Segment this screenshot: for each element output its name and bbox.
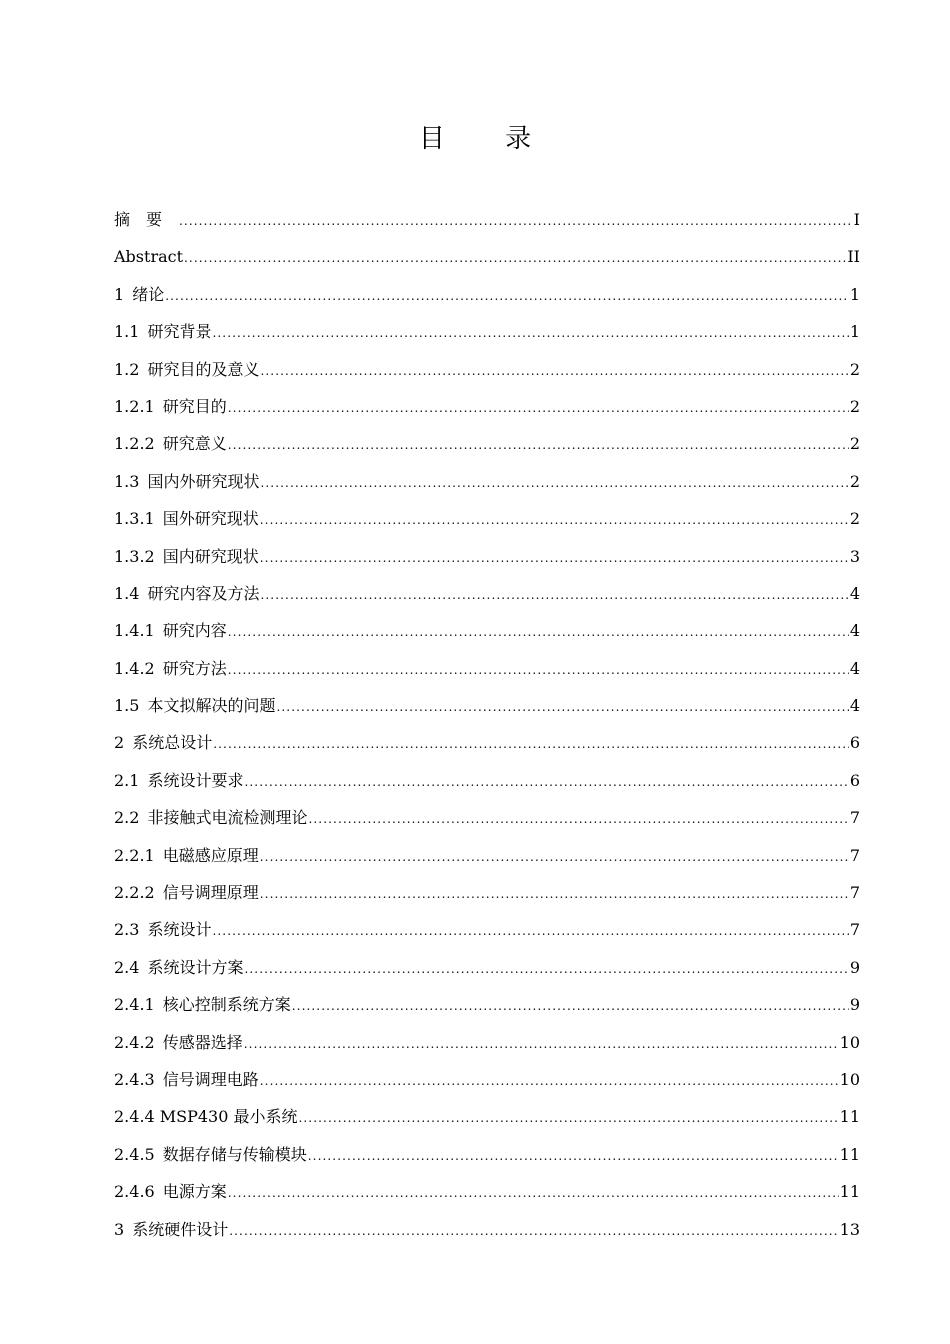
dot-leader: [228, 652, 849, 689]
toc-entry-page-number: 11: [839, 1182, 860, 1202]
toc-entry-label: 系统设计方案: [147, 957, 244, 977]
dot-leader: [292, 988, 849, 1025]
toc-entry-page-number: 2: [849, 434, 860, 454]
dot-leader: [244, 1026, 839, 1063]
toc-entry-label: Abstract: [114, 247, 184, 267]
toc-entry-label: 研究意义: [162, 434, 227, 454]
dot-leader: [228, 390, 849, 427]
dot-leader: [244, 951, 848, 988]
toc-entry-number: 2.4.5: [114, 1144, 155, 1164]
toc-entry-page-number: 13: [839, 1219, 860, 1239]
toc-entry[interactable]: [114, 687, 860, 724]
toc-entry-page-number: II: [847, 247, 860, 267]
page-title: 目 录: [418, 124, 558, 154]
dot-leader: [260, 540, 849, 577]
toc-entry[interactable]: [114, 388, 860, 425]
toc-entry-label: 核心控制系统方案: [162, 995, 291, 1015]
toc-entry-label: 绪论: [132, 284, 165, 304]
dot-leader: [260, 353, 848, 390]
toc-entry[interactable]: [114, 425, 860, 462]
toc-entry[interactable]: [114, 201, 860, 238]
toc-entry-number: 2.4.2: [114, 1032, 155, 1052]
toc-entry-number: 1: [114, 284, 125, 304]
toc-entry-label: 系统设计要求: [147, 770, 244, 790]
toc-entry-number: 1.2.2: [114, 434, 155, 454]
toc-entry-label: 研究内容及方法: [147, 583, 260, 603]
toc-entry-page-number: 2: [849, 396, 860, 416]
dot-leader: [260, 876, 849, 913]
toc-entry-number: 1.3: [114, 471, 140, 491]
dot-leader: [212, 913, 848, 950]
toc-entry[interactable]: [114, 538, 860, 575]
toc-entry-page-number: 4: [849, 621, 860, 641]
toc-entry-page-number: 10: [839, 1069, 860, 1089]
toc-entry[interactable]: [114, 986, 860, 1023]
toc-entry-page-number: 2: [849, 359, 860, 379]
toc-entry[interactable]: [114, 911, 860, 948]
toc-entry-page-number: 7: [849, 883, 860, 903]
toc-entry-label: MSP430 最小系统: [159, 1107, 298, 1127]
toc-entry-label: 研究目的及意义: [147, 359, 260, 379]
dot-leader: [244, 764, 848, 801]
toc-entry[interactable]: [114, 351, 860, 388]
dot-leader: [260, 577, 848, 614]
toc-entry[interactable]: [114, 500, 860, 537]
toc-entry-label: 信号调理电路: [162, 1069, 259, 1089]
toc-entry-page-number: 4: [849, 696, 860, 716]
toc-entry-page-number: 9: [849, 957, 860, 977]
toc-entry-label: 系统硬件设计: [132, 1219, 229, 1239]
toc-entry-number: 1.2.1: [114, 396, 155, 416]
toc-entry-label: 电源方案: [162, 1182, 227, 1202]
toc-entry-page-number: 7: [849, 845, 860, 865]
toc-entry[interactable]: [114, 612, 860, 649]
toc-entry-page-number: 6: [849, 770, 860, 790]
toc-entry-label: 传感器选择: [162, 1032, 243, 1052]
dot-leader: [165, 278, 849, 315]
toc-entry-number: 1.3.2: [114, 546, 155, 566]
dot-leader: [229, 1213, 838, 1250]
toc-entry-page-number: 11: [839, 1144, 860, 1164]
toc-entry[interactable]: [114, 1136, 860, 1173]
toc-entry-page-number: 2: [849, 471, 860, 491]
dot-leader: [212, 315, 848, 352]
dot-leader: [276, 689, 848, 726]
toc-entry[interactable]: [114, 762, 860, 799]
toc-entry[interactable]: [114, 650, 860, 687]
toc-entry[interactable]: [114, 799, 860, 836]
toc-entry-label: 研究内容: [162, 621, 227, 641]
toc-entry-label: 研究目的: [162, 396, 227, 416]
toc-entry[interactable]: [114, 724, 860, 761]
toc-entry-page-number: 1: [849, 322, 860, 342]
toc-entry-page-number: 7: [849, 808, 860, 828]
toc-entry-page-number: 4: [849, 658, 860, 678]
toc-entry[interactable]: [114, 1211, 860, 1248]
toc-entry[interactable]: [114, 238, 860, 275]
toc-entry-number: 2.1: [114, 770, 140, 790]
toc-entry-number: 2.4.4: [114, 1107, 155, 1127]
toc-entry-page-number: 3: [849, 546, 860, 566]
toc-entry-label: 数据存储与传输模块: [162, 1144, 307, 1164]
toc-entry-label: 国外研究现状: [162, 509, 259, 529]
toc-entry[interactable]: [114, 949, 860, 986]
toc-entry[interactable]: [114, 575, 860, 612]
dot-leader: [308, 801, 848, 838]
toc-entry-label: 电磁感应原理: [162, 845, 259, 865]
dot-leader: [184, 240, 846, 277]
dot-leader: [260, 839, 849, 876]
toc-entry-page-number: 9: [849, 995, 860, 1015]
toc-entry-number: 2: [114, 733, 125, 753]
toc-entry-page-number: 6: [849, 733, 860, 753]
toc-entry-page-number: 11: [839, 1107, 860, 1127]
toc-entry-page-number: 10: [839, 1032, 860, 1052]
toc-entry[interactable]: [114, 1061, 860, 1098]
toc-entry-label: 研究背景: [147, 322, 212, 342]
toc-entry-label: 系统设计: [147, 920, 212, 940]
toc-entry-number: 2.4.1: [114, 995, 155, 1015]
toc-entry-number: 3: [114, 1219, 125, 1239]
toc-entry-label: 本文拟解决的问题: [147, 696, 276, 716]
toc-entry-label: 国内研究现状: [162, 546, 259, 566]
toc-entry[interactable]: [114, 276, 860, 313]
toc-entry-number: 2.4.6: [114, 1182, 155, 1202]
toc-entry-number: 2.2.1: [114, 845, 155, 865]
dot-leader: [260, 465, 848, 502]
toc-entry[interactable]: [114, 1098, 860, 1135]
toc-entry-number: 1.4.1: [114, 621, 155, 641]
toc-entry-number: 2.4: [114, 957, 140, 977]
toc-entry-label: 信号调理原理: [162, 883, 259, 903]
toc-entry-page-number: I: [853, 210, 860, 229]
dot-leader: [298, 1100, 838, 1137]
toc-entry-page-number: 4: [849, 583, 860, 603]
toc-entry[interactable]: [114, 837, 860, 874]
dot-leader: [213, 726, 849, 763]
toc-entry-label: 研究方法: [162, 658, 227, 678]
dot-leader: [179, 203, 853, 240]
toc-entry[interactable]: [114, 463, 860, 500]
dot-leader: [228, 614, 849, 651]
toc-entry-number: 2.4.3: [114, 1069, 155, 1089]
toc-entry-number: 1.4.2: [114, 658, 155, 678]
dot-leader: [228, 427, 849, 464]
toc-entry-number: 2.3: [114, 920, 140, 940]
toc-entry-page-number: 1: [849, 284, 860, 304]
dot-leader: [308, 1138, 839, 1175]
toc-entry-number: 1.2: [114, 359, 140, 379]
toc-entry-number: 1.4: [114, 583, 140, 603]
dot-leader: [260, 1063, 839, 1100]
toc-entry-number: 2.2: [114, 808, 140, 828]
toc-entry[interactable]: [114, 313, 860, 350]
toc-entry-number: 1.3.1: [114, 509, 155, 529]
toc-entry-number: 2.2.2: [114, 883, 155, 903]
toc-entry-label: 国内外研究现状: [147, 471, 260, 491]
toc-entry-page-number: 2: [849, 509, 860, 529]
toc-entry[interactable]: [114, 1173, 860, 1210]
table-of-contents: [114, 201, 860, 1248]
toc-entry-page-number: 7: [849, 920, 860, 940]
toc-entry-number: 1.5: [114, 696, 140, 716]
toc-entry[interactable]: [114, 874, 860, 911]
toc-entry-label: 系统总设计: [132, 733, 213, 753]
dot-leader: [260, 502, 849, 539]
toc-entry-number: 1.1: [114, 322, 140, 342]
toc-entry[interactable]: [114, 1024, 860, 1061]
toc-entry-label: 非接触式电流检测理论: [147, 808, 308, 828]
toc-entry-label: 摘要: [114, 210, 179, 229]
dot-leader: [228, 1175, 839, 1212]
